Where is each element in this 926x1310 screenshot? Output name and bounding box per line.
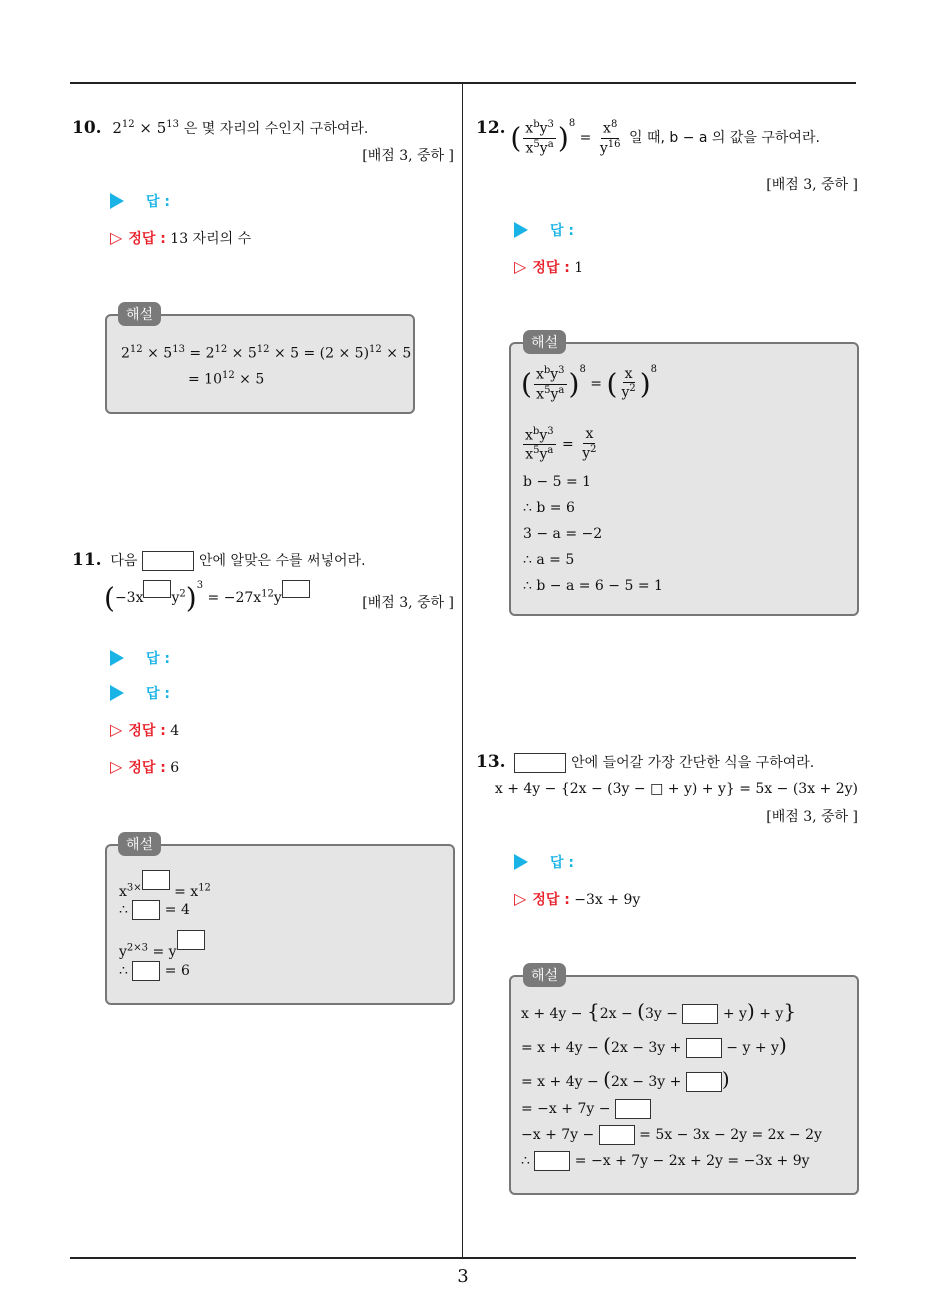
q13-explanation-tag: 해설: [523, 963, 566, 987]
q10-meta: [배점 3, 중하 ]: [362, 148, 454, 164]
q12-number: 12.: [476, 118, 506, 138]
q11-solution-box: [105, 844, 455, 1005]
q13-sol-line-2: = x + 4y − (2x − 3y + − y + y): [521, 1033, 787, 1057]
q11-number: 11.: [72, 550, 102, 570]
correct-label: 정답 :: [128, 231, 166, 247]
outline-triangle-icon: ▷: [110, 757, 123, 776]
q12-meta: [배점 3, 중하 ]: [766, 177, 858, 193]
q13-sol-line-1: x + 4y − {2x − (3y − + y) + y}: [521, 999, 797, 1023]
q11-text-before: 다음: [110, 553, 138, 569]
q13-solution-box: [509, 975, 859, 1195]
q11-text-after: 안에 알맞은 수를 써넣어라.: [198, 553, 366, 569]
q11-correct-value-1: 4: [170, 723, 180, 739]
blank-box: [682, 1004, 718, 1024]
q11-correct-value-2: 6: [170, 760, 180, 776]
q12-correct-value: 1: [574, 260, 584, 276]
q10-solution-box: [105, 314, 415, 414]
q13-sol-line-4: = −x + 7y −: [521, 1099, 651, 1119]
q12-sol-line-1: ( $\frac{x^by^3}{x^5y^a}$ )$^8$ = ( $\frac{x}{y^2}$ )$^8$: [521, 364, 658, 403]
q12-sol-line-4: ∴ b = 6: [523, 500, 575, 516]
q13-text: 안에 들어갈 가장 간단한 식을 구하여라.: [571, 755, 815, 771]
q11-answer-row-1: [110, 648, 170, 668]
blank-box: [177, 930, 205, 950]
correct-label: 정답 :: [532, 260, 570, 276]
blank-box: [142, 870, 170, 890]
correct-label: 정답 :: [128, 723, 166, 739]
q11-equation: (−3x $y^2)^3 = -27x^{12}y$: [104, 580, 310, 615]
blank-box: [143, 580, 171, 598]
q13-meta: [배점 3, 중하 ]: [766, 809, 858, 825]
q12-sol-line-2: $\frac{x^by^3}{x^5y^a}$ = $\frac{x}{y^2}$: [525, 426, 597, 463]
blank-box: [132, 961, 160, 981]
q10-answer-row: [110, 191, 170, 211]
q12-expression: ( $\frac{x^by^3}{x^5y^a}$ )$^8$ = $\frac{x^8}{y^{16}}$: [510, 118, 621, 157]
blank-box: [686, 1072, 722, 1092]
answer-label: 답 :: [146, 686, 170, 702]
q11-sol-line-2: ∴ = 4: [119, 902, 190, 918]
q12-explanation-tag: 해설: [523, 330, 566, 354]
q10-explanation-tag: 해설: [118, 302, 161, 326]
answer-label: 답 :: [146, 194, 170, 210]
q11-stem: [72, 550, 366, 571]
q13-stem: [476, 752, 814, 773]
q13-sol-line-6: ∴ = −x + 7y − 2x + 2y = −3x + 9y: [521, 1153, 810, 1169]
q11-answer-row-2: [110, 683, 170, 703]
answer-label: 답 :: [550, 223, 574, 239]
q12-solution-box: [509, 342, 859, 616]
q11-sol-line-4: ∴ = 6: [119, 963, 190, 979]
blank-box: [599, 1125, 635, 1145]
q10-stem: [72, 118, 368, 138]
q11-explanation-tag: 해설: [118, 832, 161, 856]
blank-box: [615, 1099, 651, 1119]
q10-sol-line-1: $2^{12} \times 5^{13} = 2^{12} \times 5^{12} \times 5 = (2 \times 5)^{12} \times 5$: [121, 344, 412, 362]
q12-sol-line-5: 3 − a = −2: [523, 526, 603, 542]
blank-box: [142, 551, 194, 571]
q11-correct-row-1: [110, 720, 179, 740]
q13-sol-line-3: = x + 4y − (2x − 3y + ): [521, 1067, 730, 1091]
q10-text: 은 몇 자리의 수인지 구하여라.: [183, 121, 369, 137]
play-icon: [110, 650, 124, 666]
page-number: 3: [457, 1266, 469, 1287]
answer-label: 답 :: [146, 651, 170, 667]
outline-triangle-icon: ▷: [110, 720, 123, 739]
q12-correct-row: [514, 257, 583, 277]
q13-answer-row: [514, 852, 574, 872]
blank-box: [514, 753, 566, 773]
column-divider: [462, 84, 463, 1257]
q12-answer-row: [514, 220, 574, 240]
q12-text: 일 때, b − a 의 값을 구하여라.: [628, 130, 820, 146]
q10-expression: $2^{12} \times 5^{13}$: [112, 119, 180, 137]
q13-correct-value: −3x + 9y: [574, 892, 641, 908]
q12-stem: [476, 118, 820, 157]
play-icon: [110, 685, 124, 701]
q13-number: 13.: [476, 752, 506, 772]
outline-triangle-icon: ▷: [514, 889, 527, 908]
correct-label: 정답 :: [532, 892, 570, 908]
play-icon: [514, 222, 528, 238]
q12-sol-line-6: ∴ a = 5: [523, 552, 575, 568]
play-icon: [514, 854, 528, 870]
q11-meta: [배점 3, 중하 ]: [362, 595, 454, 611]
outline-triangle-icon: ▷: [514, 257, 527, 276]
q13-sol-line-5: −x + 7y − = 5x − 3x − 2y = 2x − 2y: [521, 1127, 822, 1143]
q12-sol-line-7: ∴ b − a = 6 − 5 = 1: [523, 578, 663, 594]
q13-correct-row: [514, 889, 640, 909]
blank-box: [534, 1151, 570, 1171]
q10-sol-line-2: = $10^{12} \times 5$: [188, 370, 265, 388]
q13-equation: x + 4y − {2x − (3y − □ + y) + y} = 5x − (3x + 2y): [494, 781, 858, 797]
q11-correct-row-2: [110, 757, 179, 777]
top-rule: [70, 82, 856, 84]
q10-correct-row: [110, 228, 251, 248]
outline-triangle-icon: ▷: [110, 228, 123, 247]
bottom-rule: [70, 1257, 856, 1259]
q10-number: 10.: [72, 118, 102, 138]
correct-label: 정답 :: [128, 760, 166, 776]
answer-label: 답 :: [550, 855, 574, 871]
q12-sol-line-3: b − 5 = 1: [523, 474, 592, 490]
blank-box: [132, 900, 160, 920]
q11-sol-line-1: $x^{3\times} = x^{12}$: [119, 870, 211, 900]
blank-box: [686, 1038, 722, 1058]
blank-box: [282, 580, 310, 598]
play-icon: [110, 193, 124, 209]
q10-correct-value: 13 자리의 수: [170, 231, 252, 247]
q11-sol-line-3: $y^{2\times 3} = y$: [119, 930, 205, 960]
